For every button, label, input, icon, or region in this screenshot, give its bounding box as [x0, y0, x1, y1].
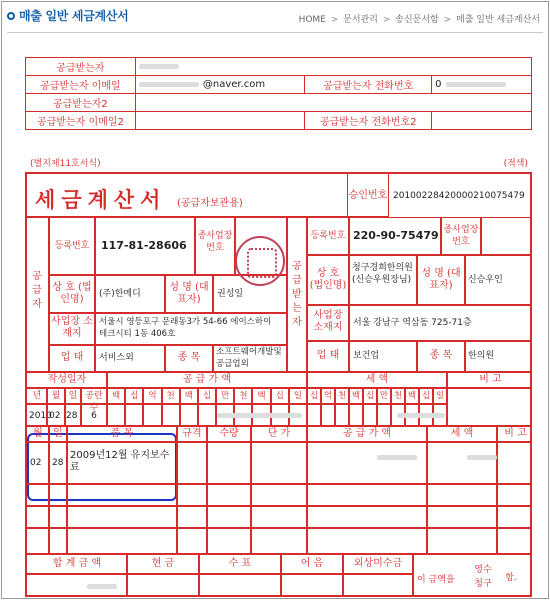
item-row-cell — [427, 484, 497, 506]
totals-cash_label: 현 금 — [151, 558, 175, 569]
invoice-subtitle: (공급자보관용) — [177, 198, 243, 209]
item-row-cell — [307, 442, 427, 484]
claim-prefix: 이 금액을 — [417, 575, 455, 585]
item-row-cell — [427, 442, 497, 484]
buyer-branch-label: 종사업장번호 — [443, 225, 479, 247]
items-header-day: 일 — [53, 428, 63, 439]
tax-invoice — [25, 172, 532, 597]
claim-claim: 청구 — [474, 579, 492, 589]
recipient2-email-label: 공급받는자 이메일2 — [26, 112, 136, 130]
supply-digit-label: 백 — [184, 391, 193, 401]
item-row-cell — [177, 442, 207, 484]
item-row-cell — [207, 442, 251, 484]
item-row-cell — [427, 528, 497, 554]
buyer-side-label: 공급받는자 — [292, 261, 302, 328]
supply-value-cell — [180, 404, 198, 426]
item-supply-redacted — [377, 455, 417, 460]
recipient2-phone-label: 공급받는자 전화번호2 — [305, 112, 432, 130]
recipient-email-value: @naver.com — [135, 76, 304, 94]
tax-amount-label: 세 액 — [365, 374, 389, 385]
breadcrumb-sep-icon: > — [330, 15, 339, 25]
recipient-row — [26, 58, 532, 76]
tax-digit-label: 천 — [393, 391, 403, 401]
breadcrumb-sent[interactable]: 송신문서함 — [395, 15, 439, 25]
item-month: 02 — [30, 458, 42, 468]
supply-amount-label: 공 급 가 액 — [182, 374, 232, 385]
supply-amount-redacted — [217, 413, 302, 418]
totals-value-cell — [127, 574, 199, 597]
item-row-cell — [177, 506, 207, 528]
items-header-spec: 규격 — [182, 428, 202, 439]
items-header-month: 월 — [33, 428, 43, 439]
item-row-cell — [251, 506, 307, 528]
recipient-phone-label: 공급받는자 전화번호 — [305, 76, 432, 94]
item-row-cell — [27, 484, 49, 506]
buyer-name: 청구경희한의원(신승우원장님) — [352, 263, 413, 285]
item-row-cell — [27, 528, 49, 554]
totals-note_label: 어 음 — [300, 558, 324, 569]
supply-digit-label: 천 — [166, 391, 175, 401]
buyer-reg-label: 등록번호 — [310, 231, 346, 241]
supplier-name-label: 상 호 (법인명) — [52, 282, 92, 305]
item-day: 28 — [52, 458, 64, 468]
item-row-cell — [67, 484, 177, 506]
tax-digit-label: 십 — [421, 391, 431, 401]
tax-value-cell — [307, 404, 321, 426]
items-header-supply: 공 급 가 액 — [342, 428, 392, 439]
item-row-cell — [49, 484, 67, 506]
form-note: (별지제11호서식) — [30, 159, 101, 169]
supplier-rep: 권성일 — [217, 289, 244, 299]
tax-digit-label: 만 — [379, 391, 389, 401]
supplier-biz: 서비스외 — [99, 353, 134, 363]
recipient-email-label: 공급받는자 이메일 — [26, 76, 136, 94]
totals-check_label: 수 표 — [228, 558, 252, 569]
item-row-cell — [49, 528, 67, 554]
supplier-reg-label: 등록번호 — [54, 241, 90, 251]
totals-value-cell — [343, 574, 413, 597]
tax-value-cell — [335, 404, 349, 426]
tax-digit-label: 천 — [337, 391, 347, 401]
tax-digit-label: 일 — [435, 391, 445, 401]
item-row-cell — [427, 506, 497, 528]
recipient2-email-value — [135, 112, 304, 130]
buyer-biz-label: 업 태 — [316, 350, 340, 361]
supply-value-cell — [125, 404, 143, 426]
date-subheader-blank_label: 공란수 — [85, 391, 103, 413]
recipient-row — [26, 76, 532, 94]
breadcrumb-sep-icon: > — [443, 15, 452, 25]
date-day: 28 — [66, 411, 78, 421]
buyer-biz: 보건업 — [353, 351, 380, 361]
supply-value-cell — [107, 404, 125, 426]
supplier-addr-label: 사업장 소재지 — [51, 316, 93, 339]
supply-digit-label: 백 — [257, 391, 266, 401]
tax-digit-label: 억 — [323, 391, 333, 401]
tax-value-cell — [363, 404, 377, 426]
claim-receipt: 영수 — [474, 565, 492, 575]
breadcrumb-current: 매출 일반 세금계산서 — [456, 15, 540, 25]
color-note: (적색) — [503, 159, 528, 169]
supplier-side-label: 공급자 — [32, 271, 42, 310]
buyer-addr: 서울 강남구 역삼동 725-71층 — [353, 318, 472, 328]
item-row-cell — [307, 484, 427, 506]
breadcrumb — [298, 12, 541, 25]
tax-amount-redacted — [397, 413, 445, 418]
tax-value-cell — [349, 404, 363, 426]
date-subheader-day: 일 — [68, 391, 78, 401]
tax-digit-label: 십 — [365, 391, 375, 401]
item-row-cell — [251, 528, 307, 554]
items-header-qty: 수량 — [219, 428, 239, 439]
item-row-cell — [497, 442, 532, 484]
supply-value-cell — [143, 404, 161, 426]
buyer-name-label: 상 호 (법인명) — [309, 268, 347, 291]
buyer-addr-label: 사업장 소재지 — [313, 310, 343, 333]
total-amount-redacted — [87, 584, 117, 589]
date-subheader-year: 년 — [32, 391, 42, 401]
page-title: 매출 일반 세금계산서 — [7, 7, 128, 24]
item-row-cell — [307, 506, 427, 528]
tax-digit-label: 백 — [351, 391, 361, 401]
title-bullet-icon — [7, 12, 15, 20]
supply-digit-label: 천 — [239, 391, 248, 401]
recipient2-phone-value — [432, 112, 532, 130]
supply-digit-label: 십 — [202, 391, 212, 401]
tax-digit-label: 백 — [407, 391, 417, 401]
breadcrumb-home[interactable]: HOME — [298, 15, 326, 25]
recipient-row — [26, 112, 532, 130]
item-row-cell — [49, 506, 67, 528]
items-header-note: 비 고 — [504, 428, 527, 439]
items-header-tax: 세 액 — [450, 428, 474, 439]
buyer-rep-label: 성 명 (대표자) — [421, 268, 461, 291]
item-row-cell — [251, 484, 307, 506]
tax-value-cell — [377, 404, 391, 426]
header-divider — [7, 32, 543, 33]
item-row-cell — [307, 528, 427, 554]
item-row-cell — [67, 528, 177, 554]
company-seal-icon — [235, 236, 285, 286]
item-row-cell — [177, 528, 207, 554]
recipient2-value — [135, 94, 531, 112]
item-row-cell — [207, 506, 251, 528]
item-row-cell — [27, 506, 49, 528]
recipient-phone-value: 0 — [432, 76, 532, 94]
buyer-item: 한의원 — [468, 351, 495, 361]
supplier-item-label: 종 목 — [177, 352, 201, 363]
supply-digit-label: 백 — [111, 391, 121, 401]
supplier-addr: 서울시 영등포구 문래동3가 54-66 에이스하이테크시티 1동 406호 — [99, 317, 272, 339]
supply-digit-label: 십 — [275, 391, 284, 401]
tax-value-cell — [321, 404, 335, 426]
buyer-rep: 신승우인 — [468, 275, 503, 285]
breadcrumb-docs[interactable]: 문서관리 — [343, 15, 378, 25]
supplier-biz-label: 업 태 — [60, 352, 84, 363]
breadcrumb-sep-icon: > — [382, 15, 391, 25]
tax-digit-label: 십 — [309, 391, 319, 401]
note-label: 비 고 — [479, 374, 502, 385]
supplier-item: 소프트웨어개발및공급업외 — [216, 347, 282, 369]
recipient-label: 공급받는자 — [26, 58, 136, 76]
item-row-cell — [497, 528, 532, 554]
supplier-branch-label: 종사업장번호 — [197, 231, 233, 253]
item-row-cell — [177, 484, 207, 506]
supplier-rep-label: 성 명 (대표자) — [169, 282, 209, 305]
claim-suffix: 함. — [505, 573, 517, 583]
recipient2-label: 공급받는자2 — [26, 94, 136, 112]
date-month: 02 — [49, 411, 61, 421]
supply-digit-label: 일 — [293, 391, 302, 401]
date-year: 2010 — [29, 411, 52, 421]
supply-value-cell — [198, 404, 216, 426]
supply-digit-label: 십 — [130, 391, 139, 401]
supply-value-cell — [162, 404, 180, 426]
item-row-cell — [497, 484, 532, 506]
supply-digit-label: 만 — [221, 391, 230, 401]
recipient-table — [25, 57, 532, 130]
item-row-cell — [207, 484, 251, 506]
supply-digit-label: 억 — [148, 391, 157, 401]
recipient-row — [26, 94, 532, 112]
totals-total_label: 합 계 금 액 — [52, 558, 102, 569]
buyer-reg-no: 220-90-75479 — [353, 229, 439, 242]
totals-value-cell — [199, 574, 281, 597]
buyer-item-label: 종 목 — [429, 350, 453, 361]
buyer-branch-value-cell — [481, 217, 532, 255]
item-row-cell — [67, 506, 177, 528]
approval-label: 승인번호 — [348, 190, 388, 201]
item-row-cell — [497, 506, 532, 528]
totals-value-cell — [281, 574, 343, 597]
invoice-title: 세금계산서 — [35, 188, 167, 212]
items-header-unit_price: 단 가 — [267, 428, 291, 439]
supplier-name: (주)한메디 — [99, 289, 141, 299]
item-row-cell — [207, 528, 251, 554]
approval-number: 20100228420000210075479 — [393, 191, 525, 201]
item-name: 2009년12월 유지보수료 — [70, 450, 170, 473]
date-subheader-month: 월 — [51, 391, 61, 401]
item-tax-redacted — [467, 455, 497, 460]
totals-credit_label: 외상미수금 — [353, 558, 403, 569]
recipient-value — [135, 58, 531, 76]
blank-count: 6 — [91, 411, 97, 421]
items-header-name: 품 목 — [110, 428, 134, 439]
item-row-cell — [251, 442, 307, 484]
date-label: 작성일자 — [47, 374, 87, 385]
note-value-cell — [447, 388, 532, 426]
supplier-reg-no: 117-81-28606 — [101, 239, 187, 252]
